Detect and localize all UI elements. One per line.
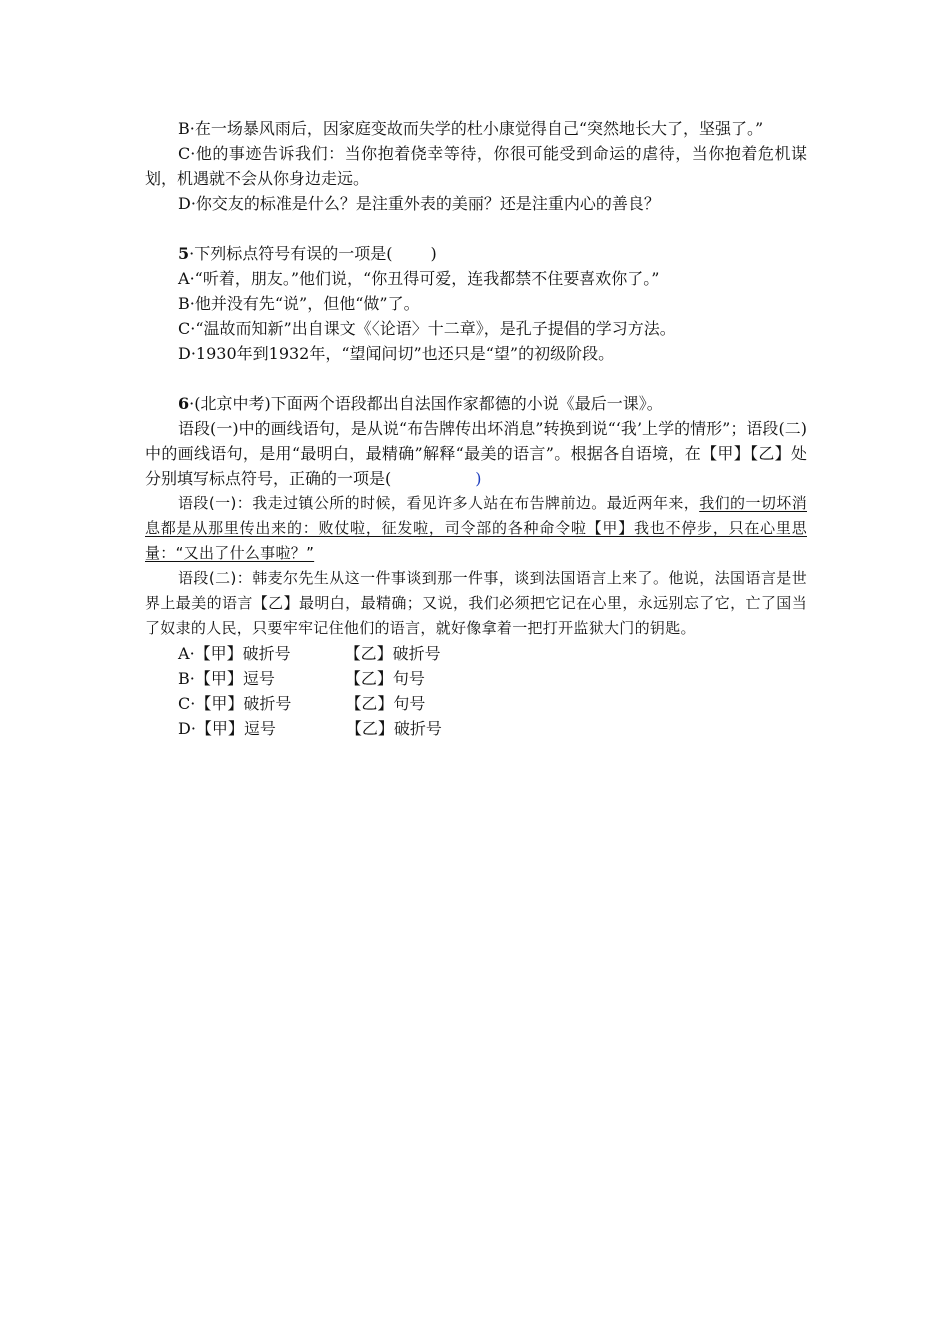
q6-stem: 6·(北京中考)下面两个语段都出自法国作家都德的小说《最后一课》。	[178, 394, 663, 413]
q6-number: 6	[178, 394, 190, 413]
q5-stem: 5·下列标点符号有误的一项是( )	[178, 244, 437, 263]
q4-option-c: C·他的事迹告诉我们：当你抱着侥幸等待，你很可能受到命运的虐待，当你抱着危机谋划，机遇就不会从你身边走远。	[145, 144, 807, 188]
q6-option-c[interactable]: C·【甲】破折号 【乙】句号	[178, 694, 426, 713]
q6-passage-1: 语段(一)：我走过镇公所的时候，看见许多人站在布告牌前边。最近两年来，我们的一切坏消息都是从那里传出来的：败仗啦，征发啦，司令部的各种命令啦【甲】我也不停步，只在心里思量：“又出了什么事啦？”	[145, 494, 807, 562]
q6-instruction: 语段(一)中的画线语句，是从说“布告牌传出坏消息”转换到说“‘我’上学的情形”；语段(二)中的画线语句，是用“最明白，最精确”解释“最美的语言”。根据各自语境，在【甲】【乙】处分别填写标点符号，正确的一项是( )	[145, 419, 807, 488]
q6-option-b[interactable]: B·【甲】逗号 【乙】句号	[178, 669, 425, 688]
q5-option-b[interactable]: B·他并没有先“说”，但他“做”了。	[178, 294, 420, 313]
q4-option-d: D·你交友的标准是什么？是注重外表的美丽？还是注重内心的善良？	[178, 194, 660, 213]
q5-option-c[interactable]: C·“温故而知新”出自课文《〈论语〉十二章》，是孔子提倡的学习方法。	[178, 319, 676, 338]
spacer	[145, 216, 807, 241]
worksheet-page	[145, 116, 807, 741]
q4-option-b: B·在一场暴风雨后，因家庭变故而失学的杜小康觉得自己“突然地长大了，坚强了。”	[178, 119, 764, 138]
q5-option-a[interactable]: A·“听着，朋友。”他们说，“你丑得可爱，连我都禁不住要喜欢你了。”	[178, 269, 660, 288]
spacer	[145, 366, 807, 391]
q6-close-paren: )	[475, 469, 482, 488]
q6-option-a[interactable]: A·【甲】破折号 【乙】破折号	[178, 644, 441, 663]
q5-option-d[interactable]: D·1930年到1932年，“望闻问切”也还只是“望”的初级阶段。	[178, 344, 615, 363]
q6-option-d[interactable]: D·【甲】逗号 【乙】破折号	[178, 719, 442, 738]
passage-1-underlined-sentence: 我们的一切坏消息都是从那里传出来的：败仗啦，征发啦，司令部的各种命令啦【甲】我也不停步，只在心里思量：“又出了什么事啦？”	[145, 494, 807, 562]
q5-number: 5	[178, 244, 190, 263]
q6-passage-2: 语段(二)：韩麦尔先生从这一件事谈到那一件事，谈到法国语言上来了。他说，法国语言是世界上最美的语言【乙】最明白，最精确；又说，我们必须把它记在心里，永远别忘了它，亡了国当了奴隶的人民，只要牢牢记住他们的语言，就好像拿着一把打开监狱大门的钥匙。	[145, 569, 807, 637]
